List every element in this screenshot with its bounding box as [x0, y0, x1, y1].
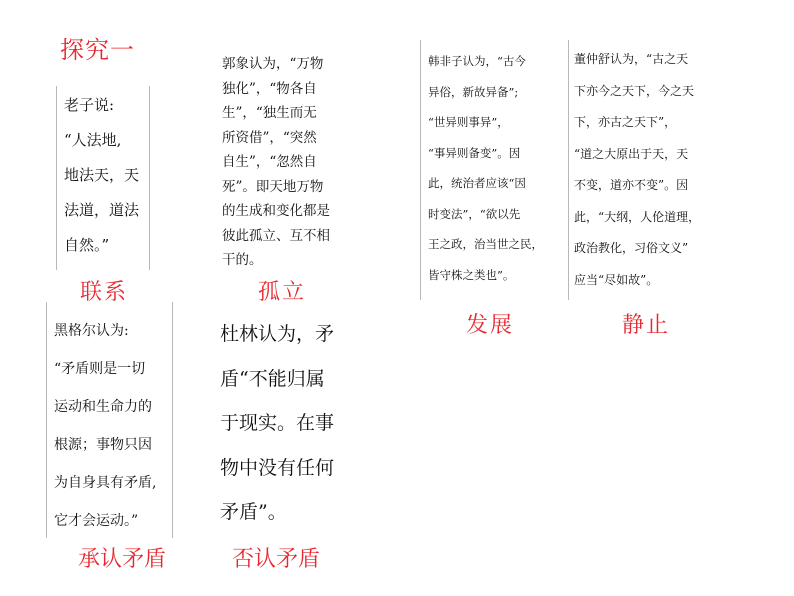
- guoxiang-line: 生”，“独生而无: [222, 105, 317, 121]
- laozi-line: 自然。”: [64, 236, 110, 254]
- hanfeizi-line: “世异则事异”，: [428, 115, 509, 129]
- guoxiang-quote: [222, 52, 330, 273]
- laozi-box-right-border: [149, 86, 150, 270]
- hegel-line: 根源；事物只因: [54, 437, 152, 453]
- page-title: 探究一: [60, 36, 135, 64]
- laozi-line: 老子说:: [64, 96, 115, 114]
- guoxiang-line: 彼此孤立、互不相: [222, 227, 330, 244]
- dulin-line: 矛盾”。: [220, 501, 287, 523]
- dulin-line: 物中没有任何: [220, 456, 335, 479]
- label-fouren: 否认矛盾: [232, 547, 321, 572]
- label-jingzhi: 静止: [622, 313, 671, 338]
- dongzhongshu-line: “道之大原出于天，天: [574, 146, 689, 161]
- hanfeizi-quote: [428, 46, 543, 290]
- hanfeizi-line: 异俗，新故异备”;: [428, 84, 519, 99]
- hanfeizi-box-left-border: [420, 40, 421, 300]
- guoxiang-line: 的生成和变化都是: [222, 203, 330, 219]
- dongzhongshu-line: 不变，道亦不变”。因: [574, 178, 689, 192]
- label-guli: 孤立: [258, 280, 307, 305]
- laozi-box-left-border: [56, 86, 57, 270]
- dulin-line: 盾“不能归属: [220, 367, 325, 390]
- dongzhongshu-line: 下亦今之天下，今之天: [574, 83, 695, 98]
- dulin-line: 杜林认为，矛: [220, 323, 335, 345]
- hegel-line: “矛盾则是一切: [54, 361, 146, 377]
- dongzhongshu-line: 政治教化，习俗文义”: [574, 241, 689, 255]
- laozi-line: “人法地,: [64, 131, 122, 149]
- dongzhongshu-line: 此，“大纲，人伦道理，: [574, 209, 701, 224]
- hanfeizi-line: 时变法”，“欲以先: [428, 206, 521, 221]
- hegel-box-left-border: [46, 302, 47, 538]
- hegel-quote: [54, 312, 156, 540]
- label-lianxi: 联系: [80, 280, 129, 305]
- hegel-line: 运动和生命力的: [54, 399, 152, 415]
- hanfeizi-line: 韩非子认为，“古今: [428, 54, 526, 68]
- label-fazhan: 发展: [466, 313, 515, 338]
- guoxiang-line: 郭象认为，“万物: [222, 56, 324, 72]
- hegel-line: 黑格尔认为:: [54, 323, 129, 339]
- guoxiang-line: 干的。: [222, 252, 263, 268]
- hegel-box-right-border: [172, 302, 173, 538]
- guoxiang-line: 自生”，“忽然自: [222, 154, 317, 170]
- dulin-quote: [220, 312, 334, 535]
- hanfeizi-line: “事异则备变”。因: [428, 145, 521, 160]
- dongzhongshu-line: 董仲舒认为，“古之天: [574, 52, 689, 66]
- hanfeizi-line: 皆守株之类也”。: [428, 267, 515, 282]
- guoxiang-line: 所资借”，“突然: [222, 129, 317, 146]
- laozi-line: 地法天，天: [64, 166, 140, 184]
- hegel-line: 为自身具有矛盾,: [54, 475, 157, 491]
- dongzhongshu-line: 下，亦古之天下”，: [574, 115, 677, 129]
- label-chengren: 承认矛盾: [78, 547, 167, 572]
- hegel-line: 它才会运动。”: [54, 513, 139, 529]
- laozi-quote: [64, 88, 139, 263]
- dulin-line: 于现实。在事: [220, 412, 335, 434]
- dongzhongshu-line: 应当“尽如故”。: [574, 272, 659, 287]
- laozi-line: 法道，道法: [64, 201, 140, 219]
- hanfeizi-line: 王之政，治当世之民，: [428, 237, 543, 251]
- dongzhongshu-quote: [574, 44, 700, 296]
- guoxiang-line: 死”。即天地万物: [222, 178, 324, 195]
- guoxiang-line: 独化”，“物各自: [222, 80, 317, 97]
- dongzhongshu-box-left-border: [568, 40, 569, 300]
- hanfeizi-line: 此，统治者应该“因: [428, 176, 526, 190]
